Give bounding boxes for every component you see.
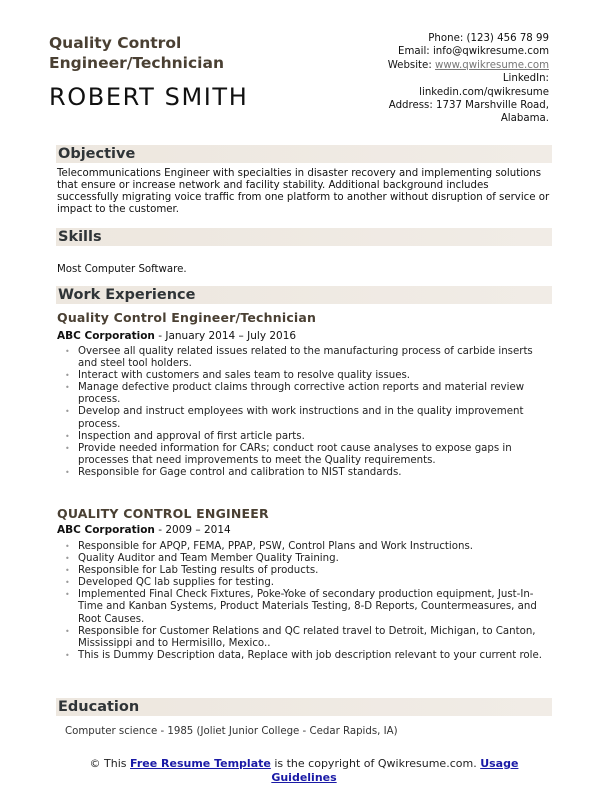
contact-linkedin-label: LinkedIn: [502, 73, 549, 85]
contact-address-line1: Address: 1737 Marshville Road, [388, 100, 549, 112]
contact-block [319, 32, 549, 126]
section-heading: Work Experience [58, 287, 196, 303]
list-item: • This is Dummy Description data, Replace with job description relevant to your current role. [57, 650, 552, 662]
contact-website [319, 59, 549, 72]
section-heading: Education [58, 699, 140, 715]
section-skills-header [56, 228, 552, 246]
list-item: • Develop and instruct employees with work instructions and in the quality improvement process. [57, 406, 552, 430]
free-resume-template-link[interactable]: Free Resume Template [130, 757, 271, 770]
list-item: • Inspection and approval of first article parts. [57, 431, 552, 443]
list-item: • Quality Auditor and Team Member Quality Training. [57, 553, 552, 565]
contact-email: Email: info@qwikresume.com [398, 46, 549, 58]
website-link[interactable]: www.qwikresume.com [434, 59, 549, 71]
job-2-dates: - 2009 – 2014 [154, 524, 231, 536]
list-item: • Responsible for Customer Relations and QC related travel to Detroit, Michigan, to Canton, Mississippi and to Hermisillo, Mexico.. [57, 626, 552, 650]
section-work-experience-header [56, 286, 552, 304]
section-heading: Objective [58, 146, 136, 162]
section-heading: Skills [58, 229, 102, 245]
education-entry: Computer science - 1985 (Joliet Junior College - Cedar Rapids, IA) [65, 726, 398, 737]
job-1-title: Quality Control Engineer/Technician [57, 310, 317, 325]
job-2-bullets [57, 541, 552, 662]
list-item: • Responsible for Lab Testing results of products. [57, 565, 552, 577]
list-item: • Manage defective product claims through corrective action reports and material review process. [57, 382, 552, 406]
job-1-dates: - January 2014 – July 2016 [154, 330, 297, 342]
list-item: • Responsible for Gage control and calibration to NIST standards. [57, 467, 552, 479]
candidate-name: ROBERT SMITH [49, 83, 249, 111]
job-1-company-line [57, 329, 296, 343]
contact-address-line2: Alabama. [500, 113, 549, 125]
usage-guidelines-link[interactable]: Usage Guidelines [271, 757, 519, 784]
objective-text: Telecommunications Engineer with specialties in disaster recovery and implementing solutions that ensure or increase network and facility stability. Additional background includes successfully migrating voice traffic from one platform to another without disruption of service or impact to the customer. [57, 168, 550, 216]
job-2-company-line [57, 523, 231, 537]
list-item: • Implemented Final Check Fixtures, Poke-Yoke of secondary production equipment, Just-In-Time and Kanban Systems, Product Materials Testing, 8-D Reports, Countermeasures, and Root Causes. [57, 589, 552, 625]
job-2-company: ABC Corporation [57, 524, 155, 536]
footer-prefix: © This [89, 757, 131, 770]
list-item: • Interact with customers and sales team to resolve quality issues. [57, 370, 552, 382]
job-1-bullets [57, 346, 552, 479]
list-item: • Responsible for APQP, FEMA, PPAP, PSW, Control Plans and Work Instructions. [57, 541, 552, 553]
section-objective-header [56, 145, 552, 163]
contact-phone: Phone: (123) 456 78 99 [428, 33, 549, 44]
job-2-title: QUALITY CONTROL ENGINEER [57, 506, 269, 521]
website-label: Website: [387, 59, 435, 71]
footer-middle: is the copyright of Qwikresume.com. [270, 757, 481, 770]
list-item: • Developed QC lab supplies for testing. [57, 577, 552, 589]
skills-text: Most Computer Software. [57, 264, 187, 275]
contact-linkedin-value: linkedin.com/qwikresume [419, 86, 549, 98]
copyright-footer [56, 757, 552, 785]
list-item: • Oversee all quality related issues related to the manufacturing process of carbide inserts and steel tool holders. [57, 346, 552, 370]
job-1-company: ABC Corporation [57, 330, 155, 342]
resume-job-title: Quality Control Engineer/Technician [49, 34, 224, 72]
list-item: • Provide needed information for CARs; conduct root cause analyses to expose gaps in processes that need improvements to meet the Quality requirements. [57, 443, 552, 467]
section-education-header [56, 698, 552, 716]
